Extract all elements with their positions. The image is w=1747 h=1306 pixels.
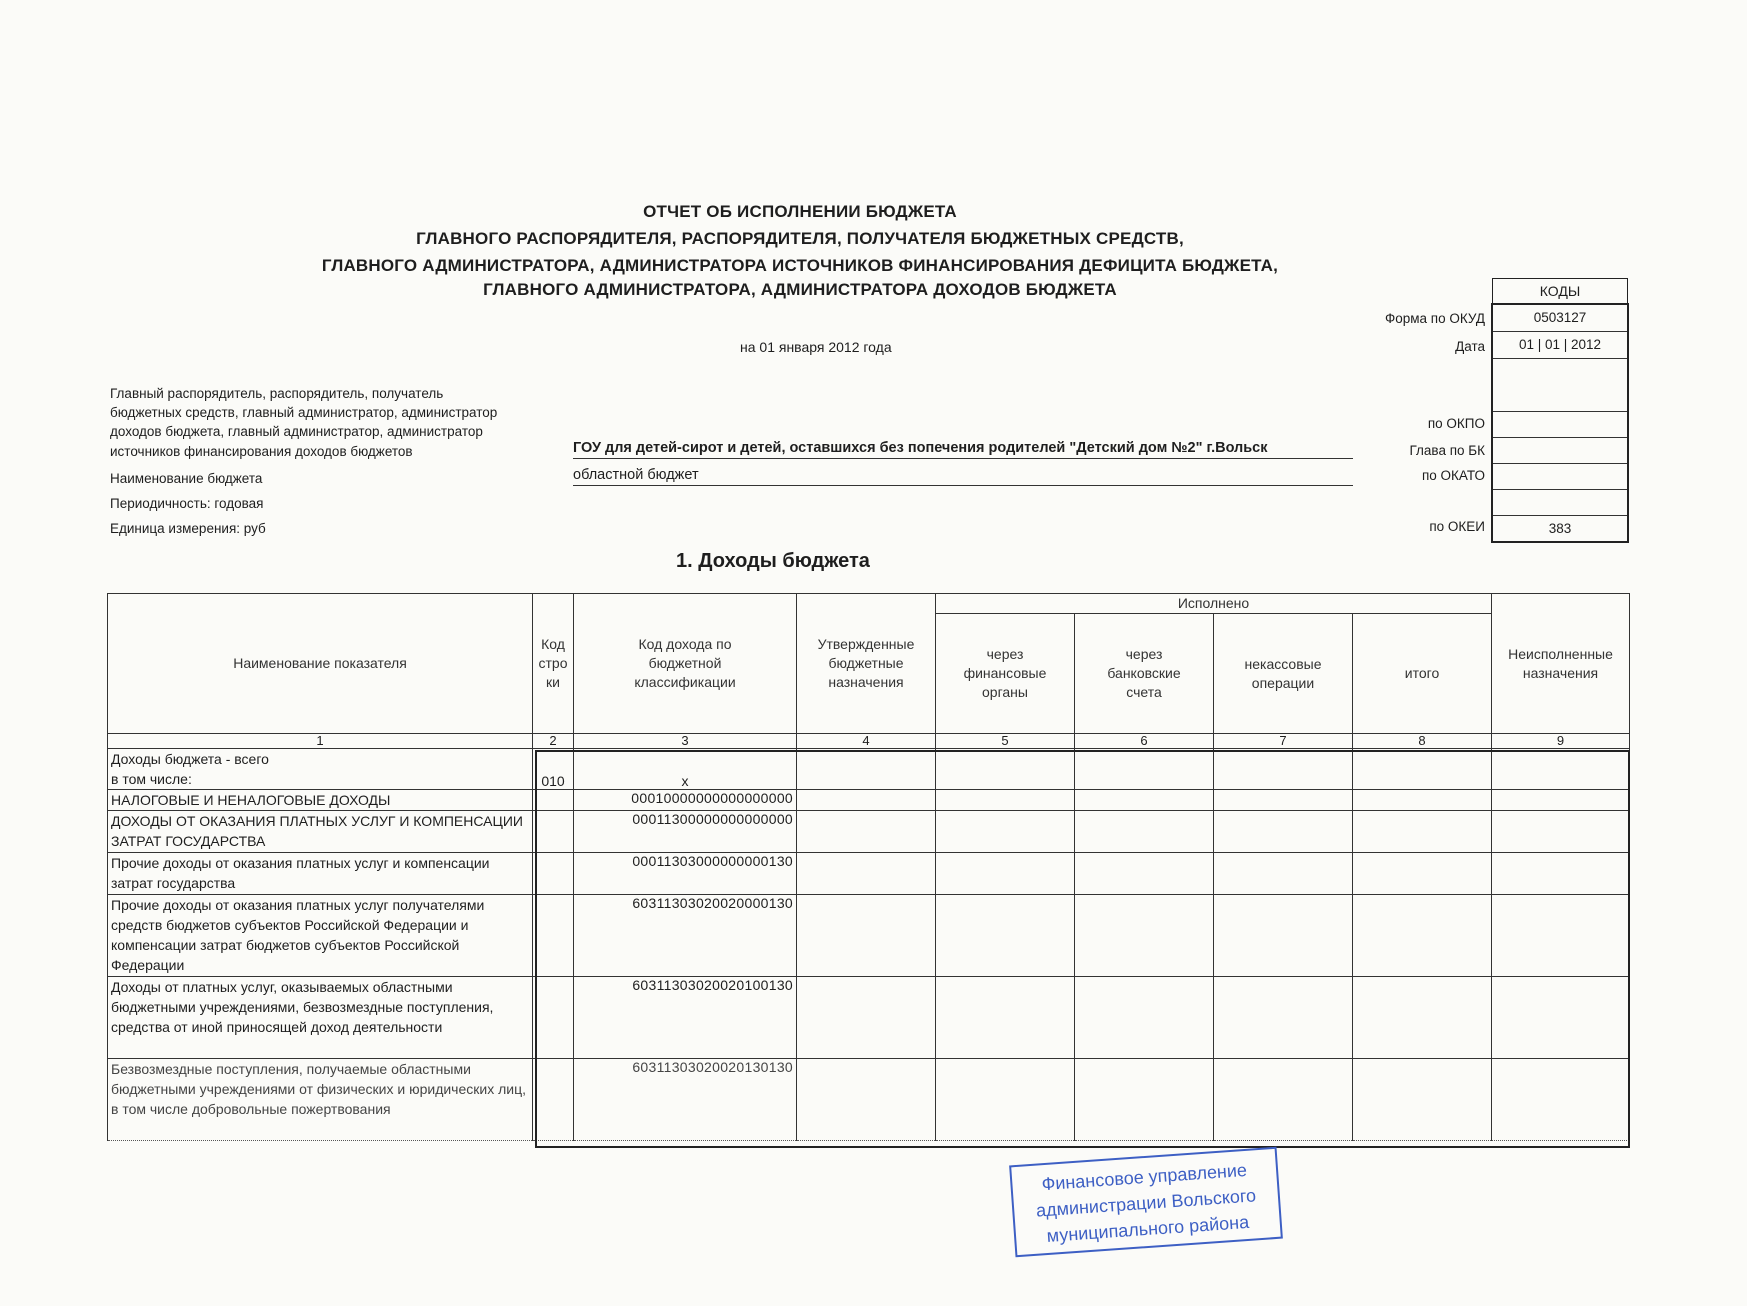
admin-value: ГОУ для детей-сирот и детей, оставшихся без попечения родителей "Детский дом №2" г.Вольск	[573, 440, 1353, 459]
total-cell	[1353, 811, 1492, 853]
okato-label: по ОКАТО	[1421, 468, 1485, 483]
okei-value: 383	[1548, 521, 1572, 536]
unexecuted-cell	[1492, 977, 1630, 1059]
income-code: 60311303020020130130	[574, 1059, 797, 1141]
income-table	[107, 593, 1630, 1141]
approved-cell	[797, 853, 936, 895]
unexecuted-cell	[1492, 1059, 1630, 1141]
unexecuted-cell	[1492, 811, 1630, 853]
section-title: 1. Доходы бюджета	[676, 550, 870, 572]
header-executed: Исполнено	[936, 594, 1492, 614]
via-fin-cell	[936, 895, 1075, 977]
header-approved-text: Утвержденные бюджетные назначения	[817, 636, 915, 690]
total-cell	[1353, 853, 1492, 895]
row-code	[533, 1059, 574, 1141]
income-code: 60311303020020100130	[574, 977, 797, 1059]
unexecuted-cell	[1492, 853, 1630, 895]
unit-of-measure: Единица измерения: руб	[110, 521, 266, 536]
blank-code-cell-2	[1493, 490, 1627, 516]
report-title-line-2: ГЛАВНОГО РАСПОРЯДИТЕЛЯ, РАСПОРЯДИТЕЛЯ, ПОЛУЧАТЕЛЯ БЮДЖЕТНЫХ СРЕДСТВ,	[416, 229, 1184, 248]
header-row-code-text: Код строки	[538, 636, 568, 690]
via-fin-cell	[936, 811, 1075, 853]
unexecuted-cell	[1492, 749, 1630, 790]
codes-box	[1491, 303, 1629, 543]
date-label: Дата	[1455, 339, 1485, 354]
table-row	[108, 853, 1630, 895]
total-cell	[1353, 1059, 1492, 1141]
header-via-fin	[936, 614, 1075, 734]
okei-label: по ОКЕИ	[1429, 519, 1485, 534]
row-name: Безвозмездные поступления, получаемые областными бюджетными учреждениями от физических и юридических лиц, в том числе добровольные пожертвования	[108, 1059, 533, 1141]
row-name: Прочие доходы от оказания платных услуг получателями средств бюджетов субъектов Российской Федерации и компенсации затрат бюджетов субъектов Российской Федерации	[108, 895, 533, 977]
stamp-line-1: Финансовое управление	[1040, 1159, 1248, 1195]
header-non-cash	[1214, 614, 1353, 734]
via-fin-cell	[936, 790, 1075, 811]
row-code	[533, 811, 574, 853]
row-code	[533, 977, 574, 1059]
blank-code-cell	[1493, 359, 1627, 412]
col-number: 8	[1353, 734, 1492, 749]
row-name: Прочие доходы от оказания платных услуг и компенсации затрат государства	[108, 853, 533, 895]
header-name: Наименование показателя	[108, 594, 533, 734]
budget-value: областной бюджет	[573, 467, 1353, 486]
report-title-line-1: ОТЧЕТ ОБ ИСПОЛНЕНИИ БЮДЖЕТА	[643, 202, 957, 221]
approved-cell	[797, 977, 936, 1059]
header-total: итого	[1353, 614, 1492, 734]
via-bank-cell	[1075, 811, 1214, 853]
col-number: 9	[1492, 734, 1630, 749]
via-bank-cell	[1075, 749, 1214, 790]
header-via-bank-text: через банковские счета	[1107, 646, 1181, 700]
okud-label: Форма по ОКУД	[1384, 311, 1485, 326]
col-number: 5	[936, 734, 1075, 749]
via-bank-cell	[1075, 1059, 1214, 1141]
income-code: 60311303020020000130	[574, 895, 797, 977]
codes-header: КОДЫ	[1492, 278, 1628, 304]
via-fin-cell	[936, 749, 1075, 790]
header-non-cash-text: некассовые операции	[1244, 655, 1322, 691]
header-approved	[797, 594, 936, 734]
header-unexecuted	[1492, 594, 1630, 734]
official-stamp	[1009, 1147, 1283, 1257]
via-fin-cell	[936, 1059, 1075, 1141]
approved-cell	[797, 790, 936, 811]
via-bank-cell	[1075, 977, 1214, 1059]
budget-label: Наименование бюджета	[110, 471, 263, 486]
via-fin-cell	[936, 977, 1075, 1059]
total-cell	[1353, 790, 1492, 811]
header-via-bank	[1075, 614, 1214, 734]
okato-value	[1493, 464, 1627, 490]
admin-label-line-4: источников финансирования доходов бюджетов	[110, 444, 413, 459]
header-row-code	[533, 594, 574, 734]
non-cash-cell	[1214, 790, 1353, 811]
col-number: 7	[1214, 734, 1353, 749]
income-code: 00010000000000000000	[574, 790, 797, 811]
header-via-fin-text: через финансовые органы	[963, 646, 1047, 700]
okud-value: 0503127	[1493, 305, 1627, 332]
row-name: НАЛОГОВЫЕ И НЕНАЛОГОВЫЕ ДОХОДЫ	[108, 790, 533, 811]
approved-cell	[797, 1059, 936, 1141]
col-number: 3	[574, 734, 797, 749]
approved-cell	[797, 811, 936, 853]
income-code: 00011300000000000000	[574, 811, 797, 853]
stamp-line-3: муниципального района	[1046, 1211, 1250, 1246]
total-cell	[1353, 749, 1492, 790]
row-name: Доходы бюджета - всего в том числе:	[108, 749, 533, 790]
row-name: ДОХОДЫ ОТ ОКАЗАНИЯ ПЛАТНЫХ УСЛУГ И КОМПЕНСАЦИИ ЗАТРАТ ГОСУДАРСТВА	[108, 811, 533, 853]
row-code	[533, 853, 574, 895]
admin-label-line-2: бюджетных средств, главный администратор, администратор	[110, 405, 498, 420]
report-title-line-4: ГЛАВНОГО АДМИНИСТРАТОРА, АДМИНИСТРАТОРА ДОХОДОВ БЮДЖЕТА	[483, 280, 1117, 299]
table-row	[108, 1059, 1630, 1141]
glava-value	[1493, 438, 1627, 464]
okpo-value	[1493, 412, 1627, 438]
periodicity: Периодичность: годовая	[110, 496, 264, 511]
via-bank-cell	[1075, 895, 1214, 977]
date-value: 01 | 01 | 2012	[1493, 332, 1627, 359]
admin-label-line-1: Главный распорядитель, распорядитель, получатель	[110, 386, 444, 401]
okpo-label: по ОКПО	[1427, 416, 1485, 431]
col-number: 2	[533, 734, 574, 749]
header-unexecuted-text: Неисполненные назначения	[1508, 645, 1613, 681]
header-income-code	[574, 594, 797, 734]
stamp-line-2: администрации Вольского	[1035, 1185, 1257, 1221]
col-number: 4	[797, 734, 936, 749]
non-cash-cell	[1214, 749, 1353, 790]
non-cash-cell	[1214, 895, 1353, 977]
total-cell	[1353, 895, 1492, 977]
unexecuted-cell	[1492, 790, 1630, 811]
approved-cell	[797, 895, 936, 977]
row-code	[533, 790, 574, 811]
non-cash-cell	[1214, 853, 1353, 895]
non-cash-cell	[1214, 977, 1353, 1059]
admin-label-line-3: доходов бюджета, главный администратор, администратор	[110, 424, 483, 439]
table-row	[108, 977, 1630, 1059]
glava-label: Глава по БК	[1409, 443, 1485, 458]
via-fin-cell	[936, 853, 1075, 895]
table-row	[108, 749, 1630, 790]
col-number: 6	[1075, 734, 1214, 749]
header-income-code-text: Код дохода по бюджетной классификации	[634, 636, 736, 690]
non-cash-cell	[1214, 811, 1353, 853]
table-row	[108, 790, 1630, 811]
income-code: x	[574, 749, 797, 790]
table-row	[108, 811, 1630, 853]
unexecuted-cell	[1492, 895, 1630, 977]
total-cell	[1353, 977, 1492, 1059]
report-title-line-3: ГЛАВНОГО АДМИНИСТРАТОРА, АДМИНИСТРАТОРА ИСТОЧНИКОВ ФИНАНСИРОВАНИЯ ДЕФИЦИТА БЮДЖЕТА,	[321, 256, 1279, 275]
report-date-line: на 01 января 2012 года	[740, 339, 892, 355]
table-row	[108, 895, 1630, 977]
non-cash-cell	[1214, 1059, 1353, 1141]
via-bank-cell	[1075, 853, 1214, 895]
income-code: 00011303000000000130	[574, 853, 797, 895]
row-code	[533, 895, 574, 977]
row-code: 010	[533, 749, 574, 790]
col-number: 1	[108, 734, 533, 749]
row-name: Доходы от платных услуг, оказываемых областными бюджетными учреждениями, безвозмездные поступления, средства от иной приносящей доход деятельности	[108, 977, 533, 1059]
via-bank-cell	[1075, 790, 1214, 811]
approved-cell	[797, 749, 936, 790]
